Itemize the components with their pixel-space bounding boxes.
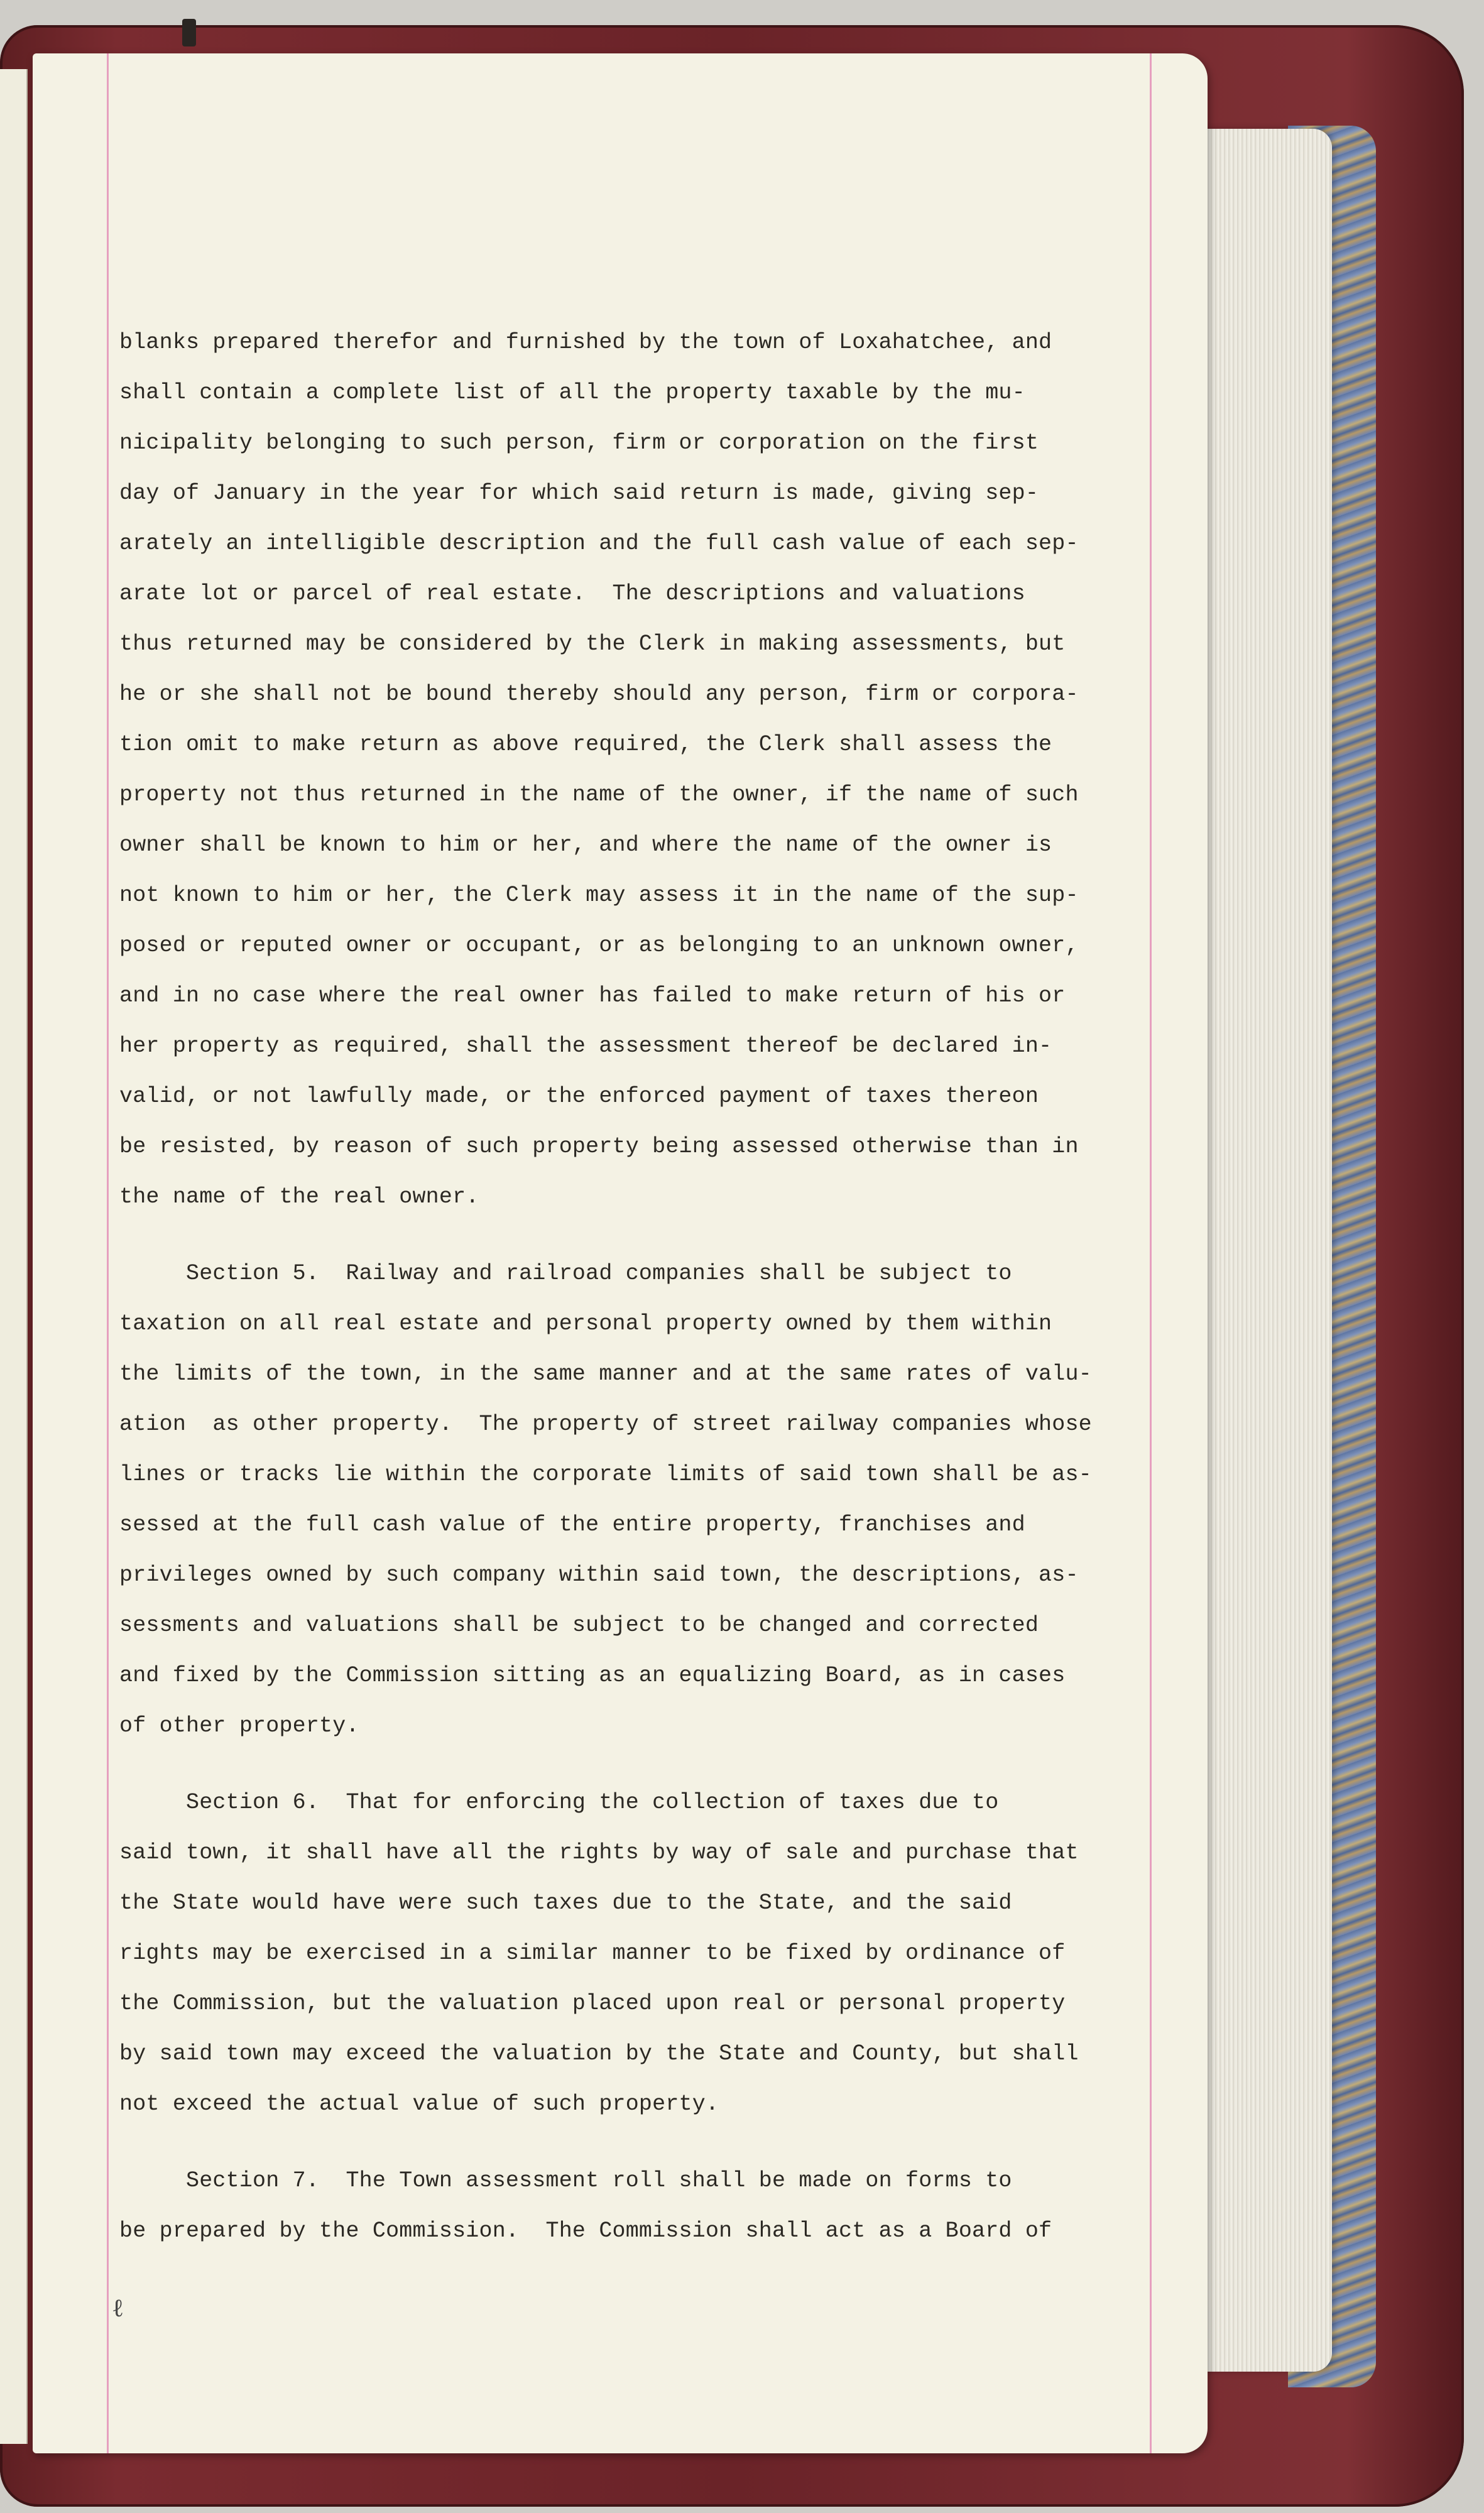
text-line: privileges owned by such company within said town, the descriptions, as- [119, 1562, 1079, 1588]
text-line: taxation on all real estate and personal property owned by them within [119, 1311, 1052, 1336]
left-margin-rule [107, 53, 109, 2453]
text-line: of other property. [119, 1713, 359, 1738]
text-line: valid, or not lawfully made, or the enforced payment of taxes thereon [119, 1084, 1039, 1109]
text-line: arate lot or parcel of real estate. The descriptions and valuations [119, 581, 1025, 606]
text-line: Section 6. That for enforcing the collection of taxes due to [119, 1790, 999, 1815]
text-line: the limits of the town, in the same manner and at the same rates of valu- [119, 1361, 1092, 1387]
text-line: the State would have were such taxes due to the State, and the said [119, 1890, 1012, 1916]
text-line: be resisted, by reason of such property being assessed otherwise than in [119, 1134, 1079, 1159]
text-line: thus returned may be considered by the Clerk in making assessments, but [119, 631, 1066, 657]
paragraph [119, 1777, 1162, 2129]
text-line: sessments and valuations shall be subject to be changed and corrected [119, 1613, 1039, 1638]
text-line: owner shall be known to him or her, and where the name of the owner is [119, 832, 1052, 858]
page-mark: ℓ [112, 2294, 124, 2323]
text-line: Section 7. The Town assessment roll shall be made on forms to [119, 2168, 1012, 2193]
text-line: he or she shall not be bound thereby should any person, firm or corpora- [119, 682, 1079, 707]
text-line: day of January in the year for which said return is made, giving sep- [119, 481, 1039, 506]
paragraph-gap [119, 2129, 1162, 2156]
text-line: her property as required, shall the assessment thereof be declared in- [119, 1033, 1052, 1059]
text-line: and in no case where the real owner has failed to make return of his or [119, 983, 1066, 1008]
text-line: rights may be exercised in a similar manner to be fixed by ordinance of [119, 1941, 1066, 1966]
text-line: posed or reputed owner or occupant, or as belonging to an unknown owner, [119, 933, 1079, 958]
paragraph [119, 1248, 1162, 1751]
text-line: lines or tracks lie within the corporate limits of said town shall be as- [119, 1462, 1092, 1487]
text-line: the Commission, but the valuation placed upon real or personal property [119, 1991, 1066, 2016]
text-line: shall contain a complete list of all the property taxable by the mu- [119, 380, 1025, 405]
paragraph [119, 317, 1162, 1222]
text-line: said town, it shall have all the rights by way of sale and purchase that [119, 1840, 1079, 1865]
paragraph [119, 2156, 1162, 2256]
paragraph-gap [119, 1751, 1162, 1777]
text-line: not known to him or her, the Clerk may assess it in the name of the sup- [119, 883, 1079, 908]
facing-page-edge [0, 69, 28, 2444]
text-line: blanks prepared therefor and furnished by the town of Loxahatchee, and [119, 330, 1052, 355]
text-line: the name of the real owner. [119, 1184, 479, 1209]
text-line: Section 5. Railway and railroad companies shall be subject to [119, 1261, 1012, 1286]
text-line: sessed at the full cash value of the entire property, franchises and [119, 1512, 1025, 1537]
text-line: and fixed by the Commission sitting as an equalizing Board, as in cases [119, 1663, 1066, 1688]
binding-post [182, 19, 196, 46]
text-line: by said town may exceed the valuation by the State and County, but shall [119, 2041, 1079, 2066]
text-line: nicipality belonging to such person, firm or corporation on the first [119, 430, 1039, 455]
paragraph-gap [119, 1222, 1162, 1248]
text-line: be prepared by the Commission. The Commission shall act as a Board of [119, 2218, 1052, 2243]
text-line: arately an intelligible description and the full cash value of each sep- [119, 531, 1079, 556]
text-line: property not thus returned in the name of the owner, if the name of such [119, 782, 1079, 807]
text-line: not exceed the actual value of such property. [119, 2091, 719, 2117]
text-line: tion omit to make return as above required, the Clerk shall assess the [119, 732, 1052, 757]
text-line: ation as other property. The property of street railway companies whose [119, 1412, 1092, 1437]
typewritten-text [119, 317, 1162, 2256]
